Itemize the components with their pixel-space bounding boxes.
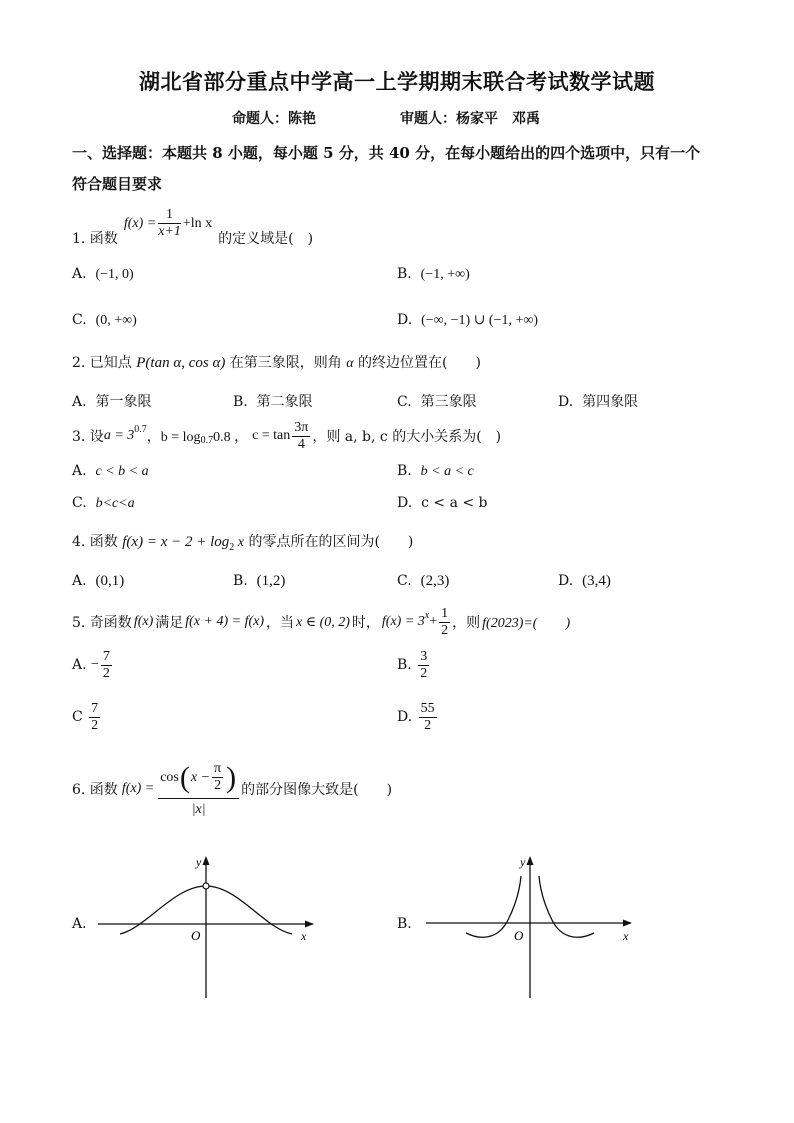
q4-expr: f(x) = x − 2 + log <box>122 534 230 550</box>
q1-option-d-label: D. <box>397 312 413 328</box>
q1-option-b[interactable] <box>397 266 470 283</box>
q4-arg: x <box>234 535 244 550</box>
q3-option-b-label: B. <box>397 463 412 479</box>
q6-option-a-graph[interactable] <box>96 848 321 1000</box>
q4-option-b-label: B. <box>233 573 248 589</box>
q1-option-c[interactable] <box>72 312 137 329</box>
graph-a-y-label: y <box>196 855 202 869</box>
graph-b-right-curve <box>539 876 594 937</box>
q4-option-c-value: (2,3) <box>420 573 450 589</box>
q6-pi-frac <box>212 761 223 794</box>
q5-option-b-label: B. <box>397 657 412 673</box>
question-4 <box>72 531 413 553</box>
q2-option-b[interactable] <box>233 391 313 411</box>
q1-fraction <box>158 207 181 240</box>
q1-frac-num: 1 <box>158 207 181 224</box>
q5-number: 5. 奇函数 <box>72 615 132 631</box>
q3-option-d-value: c < a < b <box>421 495 488 511</box>
graph-a-x-arrow <box>305 921 314 928</box>
setter-label: 命题人：陈艳 <box>232 111 316 127</box>
q5-e1: f(x) <box>133 614 154 629</box>
q4-option-b-value: (1,2) <box>256 573 286 589</box>
q5-option-a-sign: − <box>91 657 99 672</box>
q4-number: 4. 函数 <box>72 534 118 550</box>
q3-b-base: 0.7 <box>200 434 214 446</box>
q5-t2: ，当 <box>266 615 294 631</box>
q1-tail: +ln x <box>182 215 213 231</box>
q1-option-a-value: (−1, 0) <box>95 267 134 282</box>
q2-option-d[interactable] <box>558 391 638 411</box>
graph-b-y-label: y <box>520 855 526 869</box>
graph-b-x-arrow <box>623 920 632 927</box>
q3-option-d-label: D. <box>397 495 413 511</box>
q2-option-d-label: D. <box>558 394 574 410</box>
graph-a-y-arrow <box>203 856 210 865</box>
q6-option-a-label[interactable]: A. <box>72 916 87 932</box>
q5-option-a[interactable] <box>72 645 114 685</box>
q5-option-a-den: 2 <box>102 665 110 681</box>
graph-b-origin-label: O <box>514 928 524 943</box>
q1-number: 1. 函数 <box>72 231 118 247</box>
section-heading-line1: 一、选择题：本题共 8 小题，每小题 5 分，共 40 分，在每小题给出的四个选项中，只有一个 <box>72 144 701 162</box>
exam-title: 湖北省部分重点中学高一上学期期末联合考试数学试题 <box>139 69 655 94</box>
q2-text-mid: 在第三象限，则角 <box>229 355 342 371</box>
q5-option-a-num: 7 <box>102 648 110 664</box>
q1-option-d[interactable] <box>397 312 538 329</box>
q5-half-num: 1 <box>441 605 449 621</box>
q3-option-a-label: A. <box>72 463 87 479</box>
graph-a-hole <box>203 883 209 889</box>
q5-e3: x ∈ (0, 2) <box>296 614 350 630</box>
q6-fx: f(x) = <box>121 781 155 796</box>
q5-half-den: 2 <box>441 622 449 638</box>
q1-option-a-label: A. <box>72 266 87 282</box>
q4-base: 2 <box>229 541 235 553</box>
q3-number: 3. 设 <box>72 429 104 445</box>
q5-option-d-num: 55 <box>420 700 435 716</box>
q1-option-c-value: (0, +∞) <box>95 313 137 328</box>
q3-option-c-value: b<c<a <box>95 496 135 511</box>
q3-option-c[interactable] <box>72 495 135 512</box>
q5-e2: f(x + 4) = f(x) <box>185 614 264 629</box>
q6-cos: cos <box>160 769 179 785</box>
q5-e4-exp: x <box>424 609 430 621</box>
q5-option-c[interactable] <box>72 697 102 737</box>
q5-t3: 时， <box>351 615 380 631</box>
q3-option-d[interactable] <box>397 495 488 511</box>
section-heading-line2: 符合题目要求 <box>72 175 163 193</box>
q6-x-minus: x − <box>190 769 211 785</box>
graph-a-x-label: x <box>301 929 307 943</box>
q3-option-b[interactable] <box>397 463 474 480</box>
q3-c-expr: c = tan <box>252 428 291 443</box>
q1-frac-den: x+1 <box>158 224 181 239</box>
q3-a-expr: a = 3 <box>103 428 135 443</box>
q2-option-a-value: 第一象限 <box>95 394 152 410</box>
q4-option-d[interactable] <box>558 573 611 590</box>
q6-pi: π <box>214 761 222 776</box>
q5-t4: ，则 <box>452 615 481 631</box>
q4-option-a-label: A. <box>72 573 87 589</box>
q5-half-fraction <box>439 606 450 639</box>
q5-option-d-fraction <box>419 701 437 734</box>
q5-option-a-fraction <box>101 649 112 682</box>
q3-b-expr: ，b = log <box>146 430 201 445</box>
q3-c-fraction <box>292 420 310 453</box>
q2-text-end: 的终边位置在( ) <box>358 355 481 371</box>
q5-t1: 满足 <box>155 615 184 631</box>
q2-option-c-value: 第三象限 <box>420 394 477 410</box>
q4-option-d-value: (3,4) <box>582 573 611 589</box>
q3-option-b-value: b < a < c <box>420 464 474 479</box>
q3-c-num: 3π <box>294 419 309 435</box>
q2-alpha: α <box>346 356 354 371</box>
q4-text: 的零点所在的区间为( ) <box>248 534 414 550</box>
question-5 <box>72 604 570 640</box>
q2-option-b-label: B. <box>233 394 248 410</box>
q2-option-a[interactable] <box>72 391 151 411</box>
q4-option-a[interactable] <box>72 573 124 590</box>
q5-option-b-den: 2 <box>420 665 428 681</box>
graph-b-y-arrow <box>527 856 534 865</box>
question-3 <box>72 418 501 454</box>
q3-option-a[interactable] <box>72 463 149 480</box>
q5-e4: f(x) = 3 <box>381 614 425 629</box>
q4-option-c-label: C. <box>397 573 412 589</box>
q5-option-d-label: D. <box>397 709 413 725</box>
q1-formula <box>124 207 212 240</box>
q6-number: 6. 函数 <box>72 782 118 798</box>
q1-option-b-value: (−1, +∞) <box>420 267 470 282</box>
q5-option-c-den: 2 <box>91 717 99 733</box>
q2-option-a-label: A. <box>72 394 87 410</box>
q5-e5: f(2023)=( ) <box>482 616 571 631</box>
q6-option-b-label[interactable]: B. <box>397 916 412 932</box>
q6-denominator: |x| <box>191 801 206 817</box>
q2-option-d-value: 第四象限 <box>582 394 639 410</box>
q5-option-d[interactable] <box>397 697 439 737</box>
q5-option-b-fraction <box>418 649 429 682</box>
q3-text: ，则 a, b, c 的大小关系为( ) <box>312 429 502 445</box>
reviewer-label: 审题人：杨家平 邓禹 <box>400 111 540 127</box>
q5-option-c-label: C <box>72 709 83 725</box>
q3-option-a-value: c < b < a <box>95 464 149 479</box>
q1-option-a[interactable] <box>72 266 134 283</box>
q5-option-b-num: 3 <box>420 648 428 664</box>
q2-option-c[interactable] <box>397 391 477 411</box>
q4-option-c[interactable] <box>397 573 449 590</box>
q1-fx: f(x) = <box>123 215 157 231</box>
q6-text: 的部分图像大致是( ) <box>241 782 393 798</box>
q5-e4-plus: + <box>429 614 438 629</box>
q4-option-d-label: D. <box>558 573 574 589</box>
question-1 <box>72 206 313 252</box>
q1-option-c-label: C. <box>72 312 87 328</box>
q2-option-c-label: C. <box>397 394 412 410</box>
graph-b-x-label: x <box>623 929 629 943</box>
q2-option-b-value: 第二象限 <box>256 394 313 410</box>
q3-c-den: 4 <box>297 436 305 452</box>
graph-a-origin-label: O <box>191 928 201 943</box>
q3-option-c-label: C. <box>72 495 87 511</box>
q5-option-b[interactable] <box>397 645 431 685</box>
q5-option-c-num: 7 <box>91 700 99 716</box>
q5-option-a-label: A. <box>72 657 87 673</box>
q3-b-arg: 0.8 ， <box>213 430 249 445</box>
q1-option-d-value: (−∞, −1) ∪ (−1, +∞) <box>421 313 539 328</box>
q1-text: 的定义域是( ) <box>218 231 314 247</box>
question-6 <box>72 754 392 824</box>
question-2 <box>72 352 481 372</box>
q4-option-b[interactable] <box>233 573 285 590</box>
q2-point-expr: P(tan α, cos α) <box>136 355 226 371</box>
q6-fraction <box>158 758 239 821</box>
q6-option-b-graph[interactable] <box>420 848 645 1000</box>
q6-numerator: cos ( x − $\frac{\pi}{2}$ ) <box>158 758 239 799</box>
q5-option-d-den: 2 <box>424 717 432 733</box>
graph-b-left-curve <box>466 876 521 937</box>
q5-option-c-fraction <box>89 701 100 734</box>
q3-a-exp: 0.7 <box>134 423 147 435</box>
q4-option-a-value: (0,1) <box>95 573 125 589</box>
q2-number: 2. 已知点 <box>72 355 132 371</box>
q1-option-b-label: B. <box>397 266 412 282</box>
q6-two: 2 <box>214 778 222 793</box>
